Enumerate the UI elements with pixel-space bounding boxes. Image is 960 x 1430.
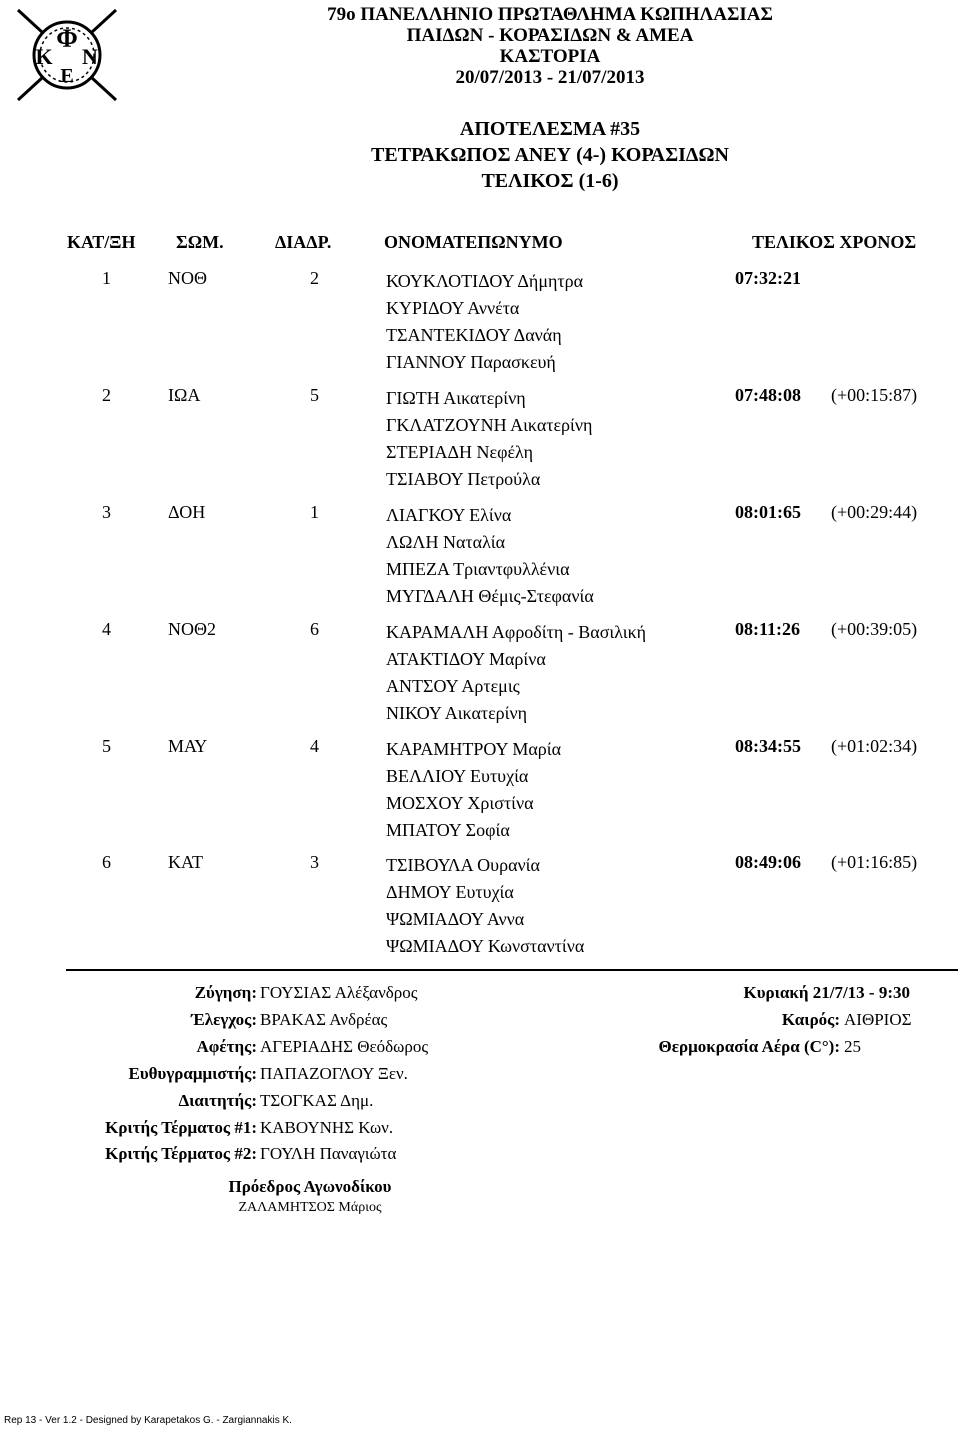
column-header-rank: ΚΑΤ/ΞΗ: [67, 232, 136, 252]
championship-venue: ΚΑΣΤΟΡΙΑ: [499, 46, 601, 67]
rower-name: ΨΩΜΙΑΔΟΥ Αννα: [386, 909, 525, 929]
official-label: Κριτής Τέρματος #2:: [105, 1144, 257, 1163]
rower-name: ΚΥΡΙΔΟΥ Αννέτα: [386, 298, 520, 318]
rower-name: ΔΗΜΟΥ Ευτυχία: [386, 882, 514, 902]
result-row: [0, 502, 960, 620]
championship-title: 79ο ΠΑΝΕΛΛΗΝΙΟ ΠΡΩΤΑΘΛΗΜΑ ΚΩΠΗΛΑΣΙΑΣ: [327, 4, 773, 25]
lane: 4: [310, 736, 319, 756]
official-name: ΓΟΥΛΗ Παναγιώτα: [260, 1144, 397, 1163]
rank: 4: [102, 619, 111, 639]
lane: 3: [310, 852, 319, 872]
temperature-label: Θερμοκρασία Αέρα (C°):: [658, 1037, 840, 1056]
club: ΔΟΗ: [168, 502, 206, 522]
logo-letter-n: Ν: [82, 44, 98, 69]
time-difference: (+00:39:05): [831, 619, 918, 639]
column-header-names: ΟΝΟΜΑΤΕΠΩΝΥΜΟ: [384, 232, 563, 252]
official-name: ΤΣΟΓΚΑΣ Δημ.: [260, 1091, 374, 1110]
crew-names: [386, 852, 584, 960]
final-time: 08:01:65: [735, 502, 801, 522]
rower-name: ΤΣΙΑΒΟΥ Πετρούλα: [386, 469, 541, 489]
lane: 1: [310, 502, 319, 522]
divider: [66, 969, 958, 971]
official-name: ΓΟΥΣΙΑΣ Αλέξανδρος: [260, 983, 418, 1002]
event-phase: ΤΕΛΙΚΟΣ (1-6): [481, 170, 619, 192]
rower-name: ΑΝΤΣΟΥ Αρτεμις: [386, 676, 520, 696]
time-difference: (+00:29:44): [831, 502, 918, 522]
time-difference: (+01:02:34): [831, 736, 918, 756]
logo-letter-k: Κ: [35, 44, 53, 69]
championship-dates: 20/07/2013 - 21/07/2013: [455, 67, 645, 88]
time-difference: (+01:16:85): [831, 852, 918, 872]
club: ΙΩΑ: [168, 385, 201, 405]
time-difference: (+00:15:87): [831, 385, 918, 405]
rank: 3: [102, 502, 111, 522]
final-time: 07:48:08: [735, 385, 801, 405]
rower-name: ΚΑΡΑΜΗΤΡΟΥ Μαρία: [386, 739, 562, 759]
result-row: [0, 852, 960, 970]
official-name: ΒΡΑΚΑΣ Ανδρέας: [260, 1010, 388, 1029]
result-row: [0, 736, 960, 854]
rower-name: ΝΙΚΟΥ Αικατερίνη: [386, 703, 528, 723]
column-header-club: ΣΩΜ.: [176, 232, 224, 252]
official-name: ΑΓΕΡΙΑΔΗΣ Θεόδωρος: [260, 1037, 429, 1056]
crew-names: [386, 619, 646, 727]
rower-name: ΓΙΑΝΝΟΥ Παρασκευή: [386, 352, 556, 372]
logo-letter-phi: Φ: [56, 24, 78, 53]
rower-name: ΓΚΛΑΤΖΟΥΝΗ Αικατερίνη: [386, 415, 593, 435]
rower-name: ΚΑΡΑΜΑΛΗ Αφροδίτη - Βασιλική: [386, 622, 647, 642]
official-name: ΚΑΒΟΥΝΗΣ Κων.: [260, 1118, 394, 1137]
official-label: Αφέτης:: [196, 1037, 257, 1056]
crew-names: [386, 268, 583, 376]
crew-names: [386, 736, 561, 844]
federation-logo: [8, 2, 126, 108]
rower-name: ΣΤΕΡΙΑΔΗ Νεφέλη: [386, 442, 534, 462]
president-name: ΖΑΛΑΜΗΤΣΟΣ Μάριος: [238, 1200, 382, 1215]
footer-credits: Rep 13 - Ver 1.2 - Designed by Karapetakos G. - Zargiannakis K.: [4, 1415, 292, 1426]
result-number: ΑΠΟΤΕΛΕΣΜΑ #35: [459, 118, 641, 140]
race-datetime: Κυριακή 21/7/13 - 9:30: [743, 983, 910, 1002]
rower-name: ΜΠΑΤΟΥ Σοφία: [386, 820, 510, 840]
result-row: [0, 268, 960, 386]
final-time: 08:49:06: [735, 852, 801, 872]
championship-categories: ΠΑΙΔΩΝ - ΚΟΡΑΣΙΔΩΝ & ΑΜΕΑ: [406, 25, 694, 46]
championship-header: [260, 4, 840, 88]
weather-value: ΑΙΘΡΙΟΣ: [844, 1010, 912, 1029]
lane: 2: [310, 268, 319, 288]
official-label: Κριτής Τέρματος #1:: [105, 1118, 257, 1137]
column-header-time: ΤΕΛΙΚΟΣ ΧΡΟΝΟΣ: [752, 232, 917, 252]
official-label: Ζύγηση:: [194, 983, 257, 1002]
rower-name: ΓΙΩΤΗ Αικατερίνη: [386, 388, 526, 408]
official-label: Ευθυγραμμιστής:: [128, 1064, 257, 1083]
crew-names: [386, 502, 594, 610]
lane: 6: [310, 619, 319, 639]
club: ΝΟΘ2: [168, 619, 216, 639]
club: ΚΑΤ: [168, 852, 204, 872]
rank: 2: [102, 385, 111, 405]
official-label: Έλεγχος:: [191, 1010, 257, 1029]
rower-name: ΜΠΕΖΑ Τριαντφυλλένια: [386, 559, 570, 579]
rower-name: ΛΩΛΗ Ναταλία: [386, 532, 506, 552]
rower-name: ΛΙΑΓΚΟΥ Ελίνα: [386, 505, 512, 525]
official-label: Διαιτητής:: [178, 1091, 257, 1110]
weather-label: Καιρός:: [781, 1010, 840, 1029]
rower-name: ΒΕΛΛΙΟΥ Ευτυχία: [386, 766, 529, 786]
rower-name: ΜΟΣΧΟΥ Χριστίνα: [386, 793, 534, 813]
final-time: 08:11:26: [735, 619, 800, 639]
rower-name: ΚΟΥΚΛΟΤΙΔΟΥ Δήμητρα: [386, 271, 584, 291]
final-time: 08:34:55: [735, 736, 801, 756]
rank: 1: [102, 268, 111, 288]
temperature-value: 25: [844, 1037, 861, 1056]
club: ΝΟΘ: [168, 268, 207, 288]
logo-letter-e: Ε: [60, 65, 74, 87]
rank: 6: [102, 852, 111, 872]
rower-name: ΨΩΜΙΑΔΟΥ Κωνσταντίνα: [386, 936, 585, 956]
rower-name: ΑΤΑΚΤΙΔΟΥ Μαρίνα: [386, 649, 546, 669]
rower-name: ΤΣΑΝΤΕΚΙΔΟΥ Δανάη: [386, 325, 562, 345]
official-name: ΠΑΠΑΖΟΓΛΟΥ Ξεν.: [260, 1064, 408, 1083]
result-row: [0, 385, 960, 503]
event-name: ΤΕΤΡΑΚΩΠΟΣ ΑΝΕΥ (4-) ΚΟΡΑΣΙΔΩΝ: [371, 144, 729, 166]
rank: 5: [102, 736, 111, 756]
final-time: 07:32:21: [735, 268, 801, 288]
lane: 5: [310, 385, 319, 405]
president-label: Πρόεδρος Αγωνοδίκου: [228, 1177, 392, 1196]
event-header: [260, 116, 840, 194]
rower-name: ΜΥΓΔΑΛΗ Θέμις-Στεφανία: [386, 586, 594, 606]
crew-names: [386, 385, 592, 493]
club: ΜΑΥ: [168, 736, 208, 756]
column-header-lane: ΔΙΑΔΡ.: [275, 232, 332, 252]
result-row: [0, 619, 960, 737]
rower-name: ΤΣΙΒΟΥΛΑ Ουρανία: [386, 855, 540, 875]
